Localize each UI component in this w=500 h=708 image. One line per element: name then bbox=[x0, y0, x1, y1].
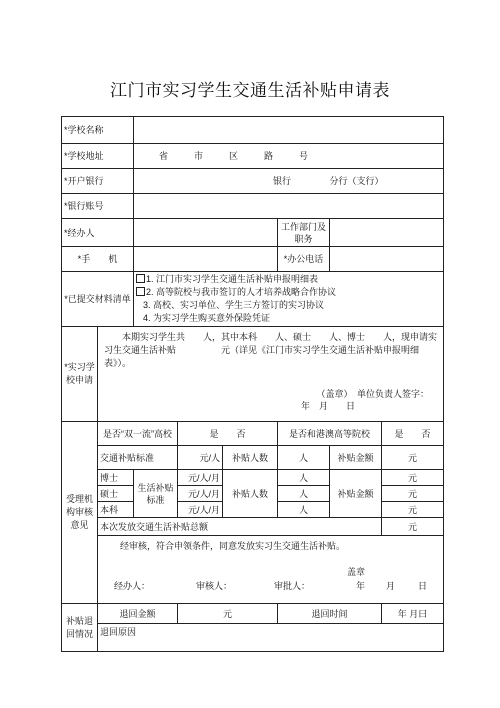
office-phone-field[interactable] bbox=[330, 247, 444, 272]
material-item-1[interactable]: 1. 江门市实习学生交通生活补贴申报明细表 bbox=[136, 273, 441, 286]
living-amount-label: 补贴金额 bbox=[330, 470, 382, 518]
review-day: 日 bbox=[418, 581, 428, 591]
doctor-std-value[interactable]: 元/人/月 bbox=[178, 470, 223, 486]
transport-count-value[interactable]: 人 bbox=[278, 446, 330, 470]
addr-district: 区 bbox=[229, 151, 239, 161]
school-apply-label: *实习学校申请 bbox=[62, 327, 98, 422]
review-reviewer: 审核人： bbox=[196, 581, 233, 591]
materials-label: *已提交材料清单 bbox=[62, 272, 134, 327]
review-opinion: 经审核，符合申领条件，同意发放实习生交通生活补贴。 bbox=[120, 541, 346, 551]
degree-bachelor: 本科 bbox=[98, 502, 134, 518]
school-apply-date: 年 月 日 bbox=[301, 401, 356, 411]
phone-label: *手 机 bbox=[62, 247, 134, 272]
material-item-2[interactable]: 2. 高等院校与我市签订的人才培养战略合作协议 bbox=[136, 286, 441, 299]
transport-amount-value[interactable]: 元 bbox=[382, 446, 444, 470]
total-label: 本次发放交通生活补贴总额 bbox=[98, 518, 382, 536]
refund-amount-value[interactable]: 元 bbox=[178, 604, 278, 624]
bank-suffix: 银行 bbox=[273, 176, 292, 186]
school-name-label: *学校名称 bbox=[62, 117, 134, 144]
bachelor-amount-value[interactable]: 元 bbox=[382, 502, 444, 518]
school-address-field[interactable] bbox=[134, 144, 444, 169]
master-count-value[interactable]: 人 bbox=[278, 486, 330, 502]
hkmacau-label: 是否和港澳高等院校 bbox=[278, 422, 382, 446]
school-name-field[interactable] bbox=[134, 117, 444, 144]
school-apply-text: 本期实习学生共 人，其中本科 人、硕士 人、博士 人，现申请实习生交通生活补贴 元（详见《江门市实习学生交通生活补贴申报明细表》）。 bbox=[104, 332, 438, 368]
living-count-label: 补贴人数 bbox=[223, 470, 278, 518]
transport-count-label: 补贴人数 bbox=[223, 446, 278, 470]
refund-reason-label: 退回原因 bbox=[98, 624, 444, 652]
review-approver: 审批人： bbox=[274, 581, 311, 591]
material-item-3: 3. 高校、实习单位、学生三方签订的实习协议 bbox=[143, 300, 325, 310]
application-form bbox=[61, 116, 444, 652]
handler-field[interactable] bbox=[134, 219, 278, 247]
school-address-label: *学校地址 bbox=[62, 144, 134, 169]
bank-field[interactable] bbox=[134, 169, 444, 194]
degree-master: 硕士 bbox=[98, 486, 134, 502]
dual-first-label: 是否“双一流”高校 bbox=[98, 422, 178, 446]
bank-label: *开户银行 bbox=[62, 169, 134, 194]
review-month: 月 bbox=[386, 581, 396, 591]
addr-road: 路 bbox=[264, 151, 274, 161]
transport-amount-label: 补贴金额 bbox=[330, 446, 382, 470]
hkmacau-choice[interactable]: 是 否 bbox=[382, 422, 444, 446]
phone-field[interactable] bbox=[134, 247, 278, 272]
form-title: 江门市实习学生交通生活补贴申请表 bbox=[110, 81, 390, 100]
account-label: *银行账号 bbox=[62, 194, 134, 219]
refund-date-value[interactable]: 年 月曰 bbox=[382, 604, 444, 624]
bachelor-std-value[interactable]: 元/人/月 bbox=[178, 502, 223, 518]
dept-role-field[interactable] bbox=[330, 219, 444, 247]
degree-doctor: 博士 bbox=[98, 470, 134, 486]
checkbox-icon[interactable] bbox=[136, 274, 145, 283]
bachelor-count-value[interactable]: 人 bbox=[278, 502, 330, 518]
dual-first-choice[interactable]: 是 否 bbox=[178, 422, 278, 446]
school-apply-seal: （盖章） 单位负责人签字： bbox=[316, 389, 430, 399]
checkbox-icon[interactable] bbox=[136, 287, 145, 296]
doctor-count-value[interactable]: 人 bbox=[278, 470, 330, 486]
account-field[interactable] bbox=[134, 194, 444, 219]
living-std-label: 生活补贴标准 bbox=[134, 470, 178, 518]
refund-label: 补贴退回情况 bbox=[62, 604, 98, 652]
addr-city: 市 bbox=[194, 151, 204, 161]
material-item-4: 4. 为实习学生购买意外保险凭证 bbox=[143, 313, 271, 323]
review-handler: 经办人： bbox=[114, 581, 151, 591]
office-phone-label: *办公电话 bbox=[278, 247, 330, 272]
dept-role-label: 工作部门及职务 bbox=[278, 219, 330, 247]
review-seal: 盖章 bbox=[347, 567, 366, 577]
handler-label: *经办人 bbox=[62, 219, 134, 247]
refund-time-label: 退回时间 bbox=[278, 604, 382, 624]
transport-std-value[interactable]: 元/人 bbox=[178, 446, 223, 470]
review-year: 年 bbox=[356, 581, 366, 591]
total-value[interactable]: 元 bbox=[382, 518, 444, 536]
review-label: 受理机构审核意见 bbox=[62, 422, 98, 604]
master-amount-value[interactable]: 元 bbox=[382, 486, 444, 502]
refund-amount-label: 退回金额 bbox=[98, 604, 178, 624]
master-std-value[interactable]: 元/人/月 bbox=[178, 486, 223, 502]
doctor-amount-value[interactable]: 元 bbox=[382, 470, 444, 486]
addr-province: 省 bbox=[159, 151, 169, 161]
branch-suffix: 分行（支行） bbox=[329, 176, 384, 186]
transport-std-label: 交通补贴标准 bbox=[98, 446, 178, 470]
addr-number: 号 bbox=[299, 151, 309, 161]
